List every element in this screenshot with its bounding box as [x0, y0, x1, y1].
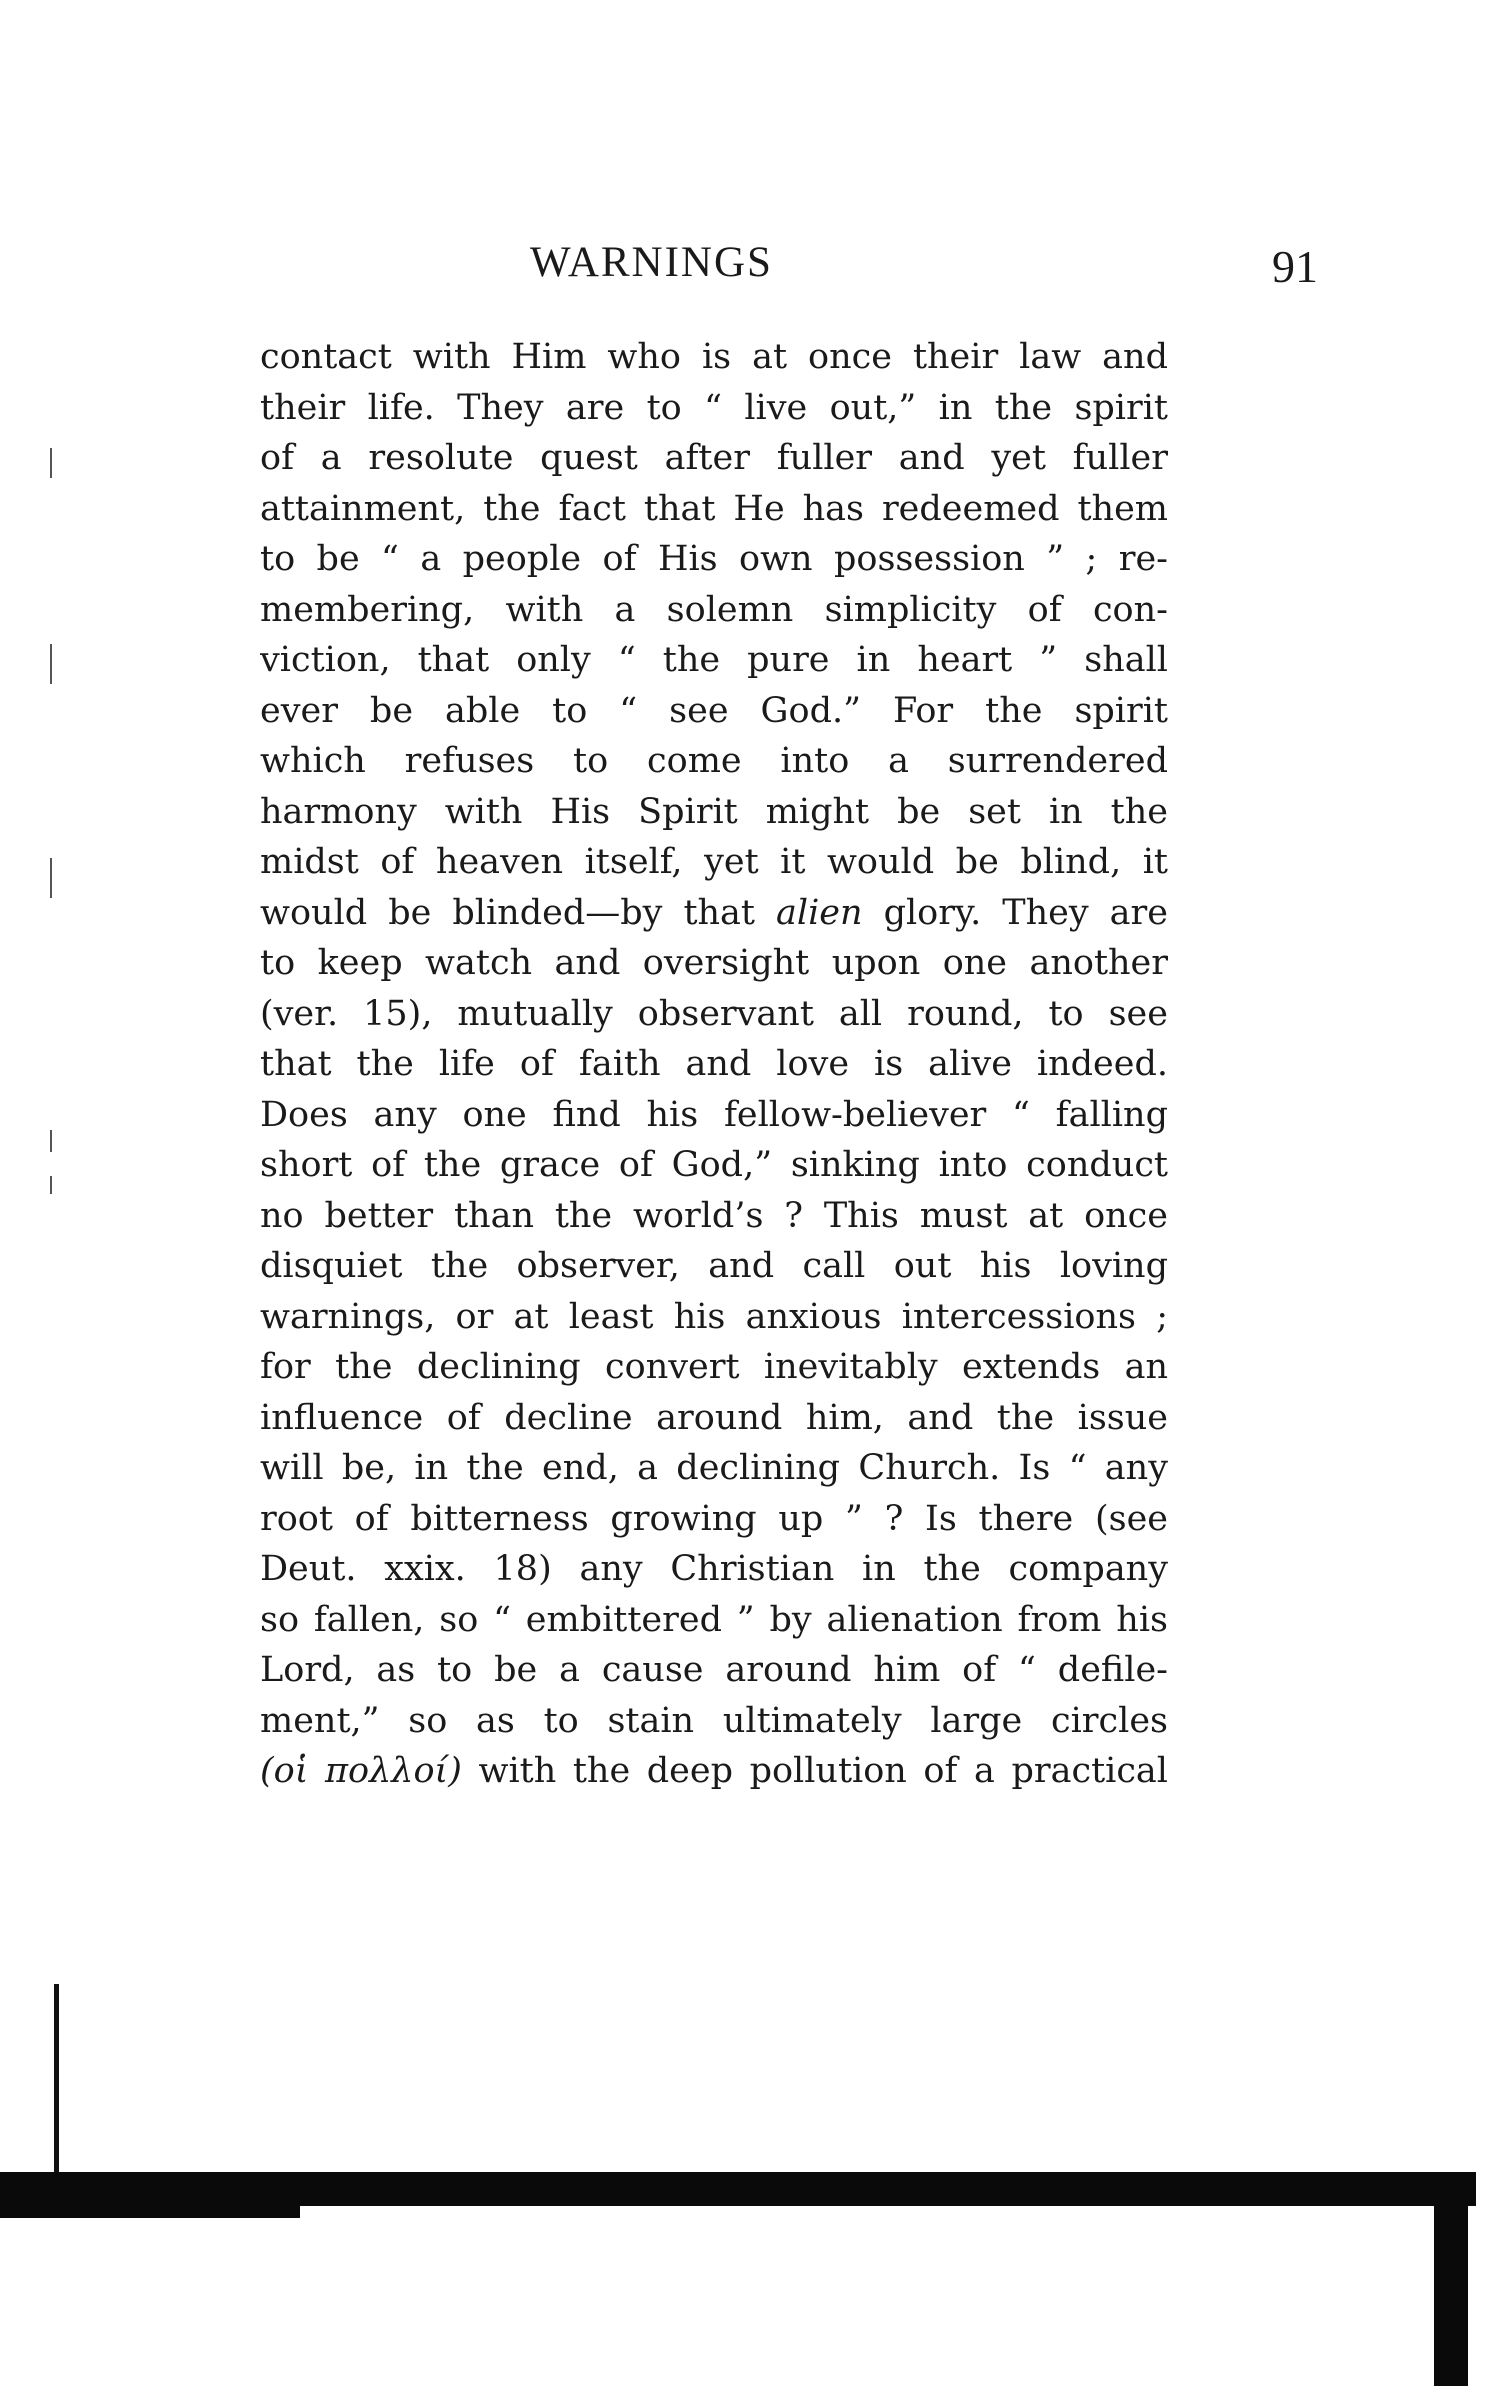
body-text — [260, 332, 1168, 1797]
margin-mark — [50, 858, 52, 898]
text-segment: glory. They are — [862, 892, 1168, 933]
running-title: WARNINGS — [530, 239, 773, 286]
text-segment: would be blinded—by that — [260, 892, 777, 933]
text-line: their life. They are to “ live out,” in the spirit — [260, 387, 1168, 428]
text-line: midst of heaven itself, yet it would be blind, it — [260, 842, 1168, 882]
text-line: Deut. xxix. 18) any Christian in the company — [260, 1549, 1168, 1589]
margin-mark — [50, 448, 52, 478]
scan-right-edge — [1434, 2172, 1468, 2386]
text-segment: with the deep pollution of a practical — [478, 1751, 1168, 1791]
page-number: 91 — [1272, 241, 1318, 292]
text-line: of a resolute quest after fuller and yet fuller — [260, 438, 1168, 478]
text-line: membering, with a solemn simplicity of con- — [260, 589, 1168, 630]
text-line: harmony with His Spirit might be set in the — [260, 791, 1168, 832]
text-line: to keep watch and oversight upon one another — [260, 943, 1168, 983]
text-line: that the life of faith and love is alive indeed. — [260, 1044, 1168, 1084]
text-line: so fallen, so “ embittered ” by alienation from his — [260, 1599, 1168, 1640]
text-line: viction, that only “ the pure in heart ” shall — [260, 640, 1168, 680]
text-line: which refuses to come into a surrendered — [260, 741, 1168, 781]
text-line: no better than the world’s ? This must at once — [260, 1195, 1168, 1236]
text-line-mixed — [260, 888, 1168, 939]
scan-edge-rule — [54, 1984, 59, 2184]
text-line: contact with Him who is at once their law and — [260, 337, 1168, 377]
text-line: for the declining convert inevitably extends an — [260, 1347, 1168, 1387]
text-line: will be, in the end, a declining Church. Is “ any — [260, 1448, 1168, 1488]
margin-mark — [50, 644, 52, 684]
margin-mark — [50, 1176, 52, 1194]
text-line: Does any one find his fellow-believer “ falling — [260, 1094, 1168, 1135]
text-line: disquiet the observer, and call out his loving — [260, 1246, 1168, 1286]
text-line: to be “ a people of His own possession ” ; re- — [260, 539, 1168, 579]
text-line: Lord, as to be a cause around him of “ defile- — [260, 1650, 1168, 1690]
scan-bottom-edge-lower — [0, 2206, 300, 2218]
scan-bottom-edge — [0, 2172, 1476, 2206]
italic-word: alien — [776, 892, 863, 933]
text-line: (ver. 15), mutually observant all round, to see — [260, 993, 1168, 1034]
text-line: short of the grace of God,” sinking into conduct — [260, 1145, 1168, 1185]
text-line: root of bitterness growing up ” ? Is there (see — [260, 1498, 1168, 1539]
text-line: ment,” so as to stain ultimately large circles — [260, 1700, 1168, 1741]
text-line: ever be able to “ see God.” For the spirit — [260, 690, 1168, 731]
text-line: warnings, or at least his anxious intercessions ; — [260, 1296, 1168, 1337]
margin-mark — [50, 1130, 52, 1152]
greek-phrase: (οἱ πολλοί) — [260, 1751, 462, 1791]
text-line-mixed — [260, 1746, 1168, 1797]
text-line: influence of decline around him, and the issue — [260, 1397, 1168, 1438]
text-line: attainment, the fact that He has redeemed them — [260, 488, 1168, 529]
